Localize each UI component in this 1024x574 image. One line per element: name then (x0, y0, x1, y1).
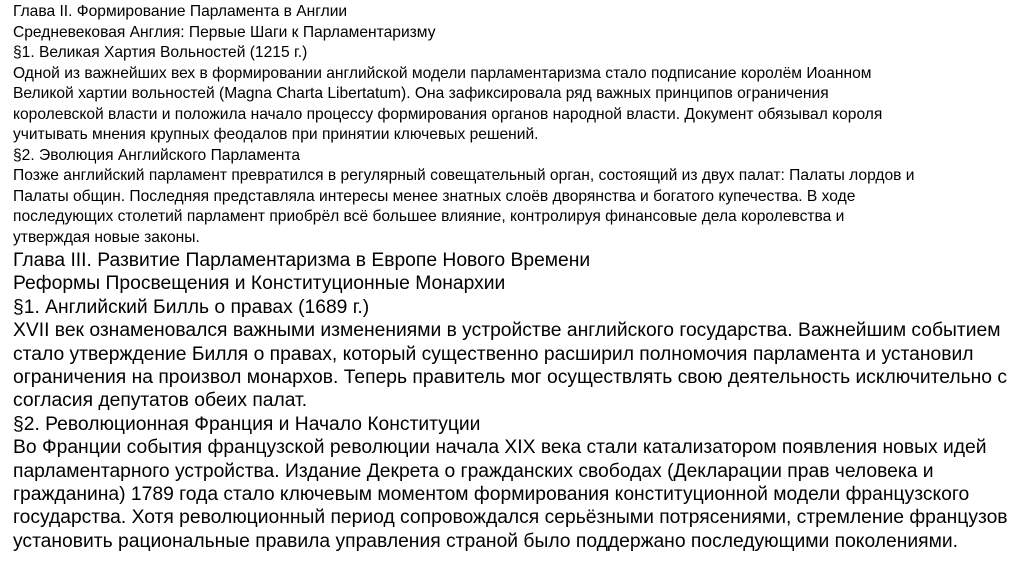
chapter-2-section-1-line: Великой хартии вольностей (Magna Charta Libertatum). Она зафиксировала ряд важных принципов ограничения (13, 85, 829, 102)
chapter-2-section-2-line: последующих столетий парламент приобрёл всё большее влияние, контролируя финансовые дела королевства и (13, 208, 845, 225)
chapter-2-subtitle: Средневековая Англия: Первые Шаги к Парламентаризму (13, 23, 436, 41)
chapter-3 (13, 249, 1013, 553)
chapter-3-title: Глава III. Развитие Парламентаризма в Европе Нового Времени (13, 250, 591, 271)
chapter-3-section-1-line: XVII век ознаменовался важными изменениями в устройстве английского государства. Важнейшим событием (13, 320, 1001, 342)
chapter-2-section-1-line: королевской власти и положила начало процессу формирования органов народной власти. Документ обязывал короля (13, 105, 883, 123)
chapter-2-section-2-line: утверждая новые законы. (13, 228, 200, 246)
chapter-3-subtitle: Реформы Просвещения и Конституционные Монархии (13, 273, 506, 295)
chapter-2-title: Глава II. Формирование Парламента в Англии (13, 3, 348, 20)
chapter-3-section-2-line: парламентарного устройства. Издание Декрета о гражданских свободах (Декларации прав человека и (13, 460, 934, 482)
document (13, 0, 1013, 553)
chapter-3-section-1-line: стало утверждение Билля о правах, который существенно расширил полномочия парламента и установил (13, 343, 974, 365)
chapter-3-section-1-line: ограничения на произвол монархов. Теперь правитель мог осуществлять свою деятельность исключительно с (13, 367, 1008, 389)
chapter-2-section-2-line: Палаты общин. Последняя представляла интересы менее знатных слоёв дворянства и богатого купечества. В ходе (13, 187, 856, 205)
chapter-3-section-2-title: §2. Революционная Франция и Начало Конституции (13, 413, 481, 435)
chapter-2-section-2-line: Позже английский парламент превратился в регулярный совещательный орган, состоящий из двух палат: Палаты лордов и (13, 167, 915, 184)
chapter-3-section-2-line: государства. Хотя революционный период сопровождался серьёзными потрясениями, стремление французов (13, 507, 1008, 529)
chapter-3-section-1-line: согласия депутатов обеих палат. (13, 390, 308, 412)
chapter-3-section-2-line: установить рациональные правила управления страной было поддержано последующими поколениями. (13, 530, 958, 552)
chapter-3-section-2-line: Во Франции события французской революции начала XIX века стали катализатором появления новых идей (13, 437, 987, 459)
chapter-2-section-1-line: учитывать мнения крупных феодалов при принятии ключевых решений. (13, 126, 539, 143)
chapter-3-section-2-line: гражданина) 1789 года стало ключевым моментом формирования конституционной модели французского (13, 484, 970, 506)
chapter-2 (13, 2, 1013, 248)
chapter-2-section-1-title: §1. Великая Хартия Вольностей (1215 г.) (13, 44, 308, 61)
chapter-2-section-1-line: Одной из важнейших вех в формировании английской модели парламентаризма стало подписание королём Иоанном (13, 64, 872, 82)
chapter-3-section-1-title: §1. Английский Билль о правах (1689 г.) (13, 296, 370, 318)
chapter-2-section-2-title: §2. Эволюция Английского Парламента (13, 146, 300, 164)
